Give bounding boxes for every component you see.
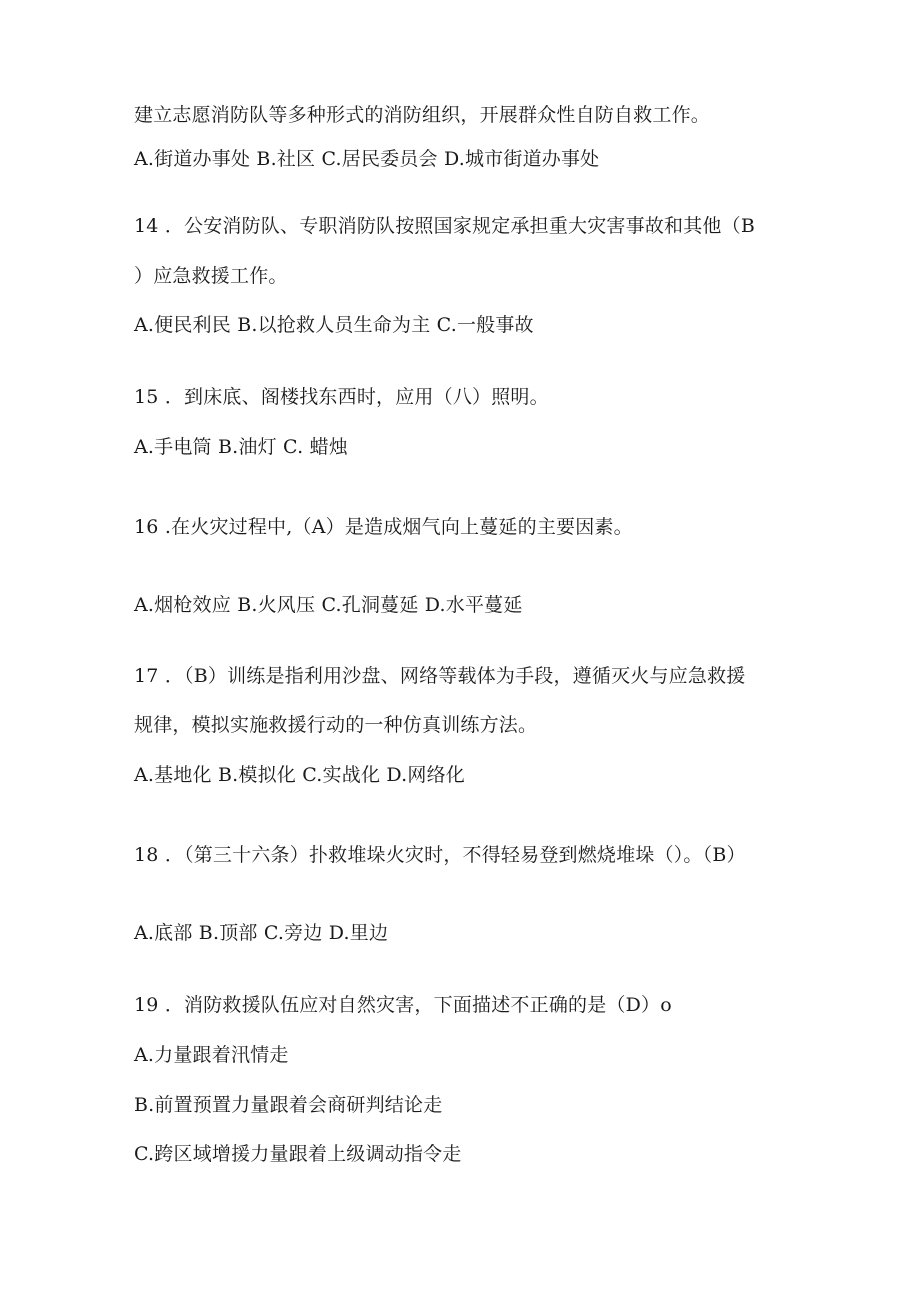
q14-text: 14 ．公安消防队、专职消防队按照国家规定承担重大灾害事故和其他（B — [134, 215, 755, 237]
q16-options: A.烟枪效应 B.火风压 C.孔洞蔓延 D.水平蔓延 — [134, 594, 523, 616]
q15-text: 15 ．到床底、阁楼找东西时，应用（八）照明。 — [134, 386, 549, 408]
q19-text: 19 ．消防救援队伍应对自然灾害，下面描述不正确的是（D）o — [134, 994, 672, 1016]
q17-options: A.基地化 B.模拟化 C.实战化 D.网络化 — [134, 764, 465, 786]
q17-text: 17 ．（B）训练是指利用沙盘、网络等载体为手段，遵循灭火与应急救援 — [134, 665, 746, 687]
q13-text-continued: 建立志愿消防队等多种形式的消防组织，开展群众性自防自救工作。 — [134, 104, 711, 126]
q18-text: 18 ．（第三十六条）扑救堆垛火灾时，不得轻易登到燃烧堆垛（）。（B） — [134, 844, 746, 866]
q17-text-continued: 规律，模拟实施救援行动的一种仿真训练方法。 — [134, 714, 538, 736]
q16-text: 16 .在火灾过程中,（A）是造成烟气向上蔓延的主要因素。 — [134, 516, 633, 538]
q14-text-continued: ）应急救援工作。 — [134, 265, 288, 287]
q14-options: A.便民利民 B.以抢救人员生命为主 C.一般事故 — [134, 314, 534, 336]
q13-options: A.街道办事处 B.社区 C.居民委员会 D.城市街道办事处 — [134, 148, 600, 170]
q19-option-c: C.跨区域增援力量跟着上级调动指令走 — [134, 1143, 462, 1165]
q15-options: A.手电筒 B.油灯 C. 蜡烛 — [134, 436, 348, 458]
q19-option-a: A.力量跟着汛情走 — [134, 1044, 289, 1066]
q18-options: A.底部 B.顶部 C.旁边 D.里边 — [134, 922, 389, 944]
q19-option-b: B.前置预置力量跟着会商研判结论走 — [134, 1094, 443, 1116]
